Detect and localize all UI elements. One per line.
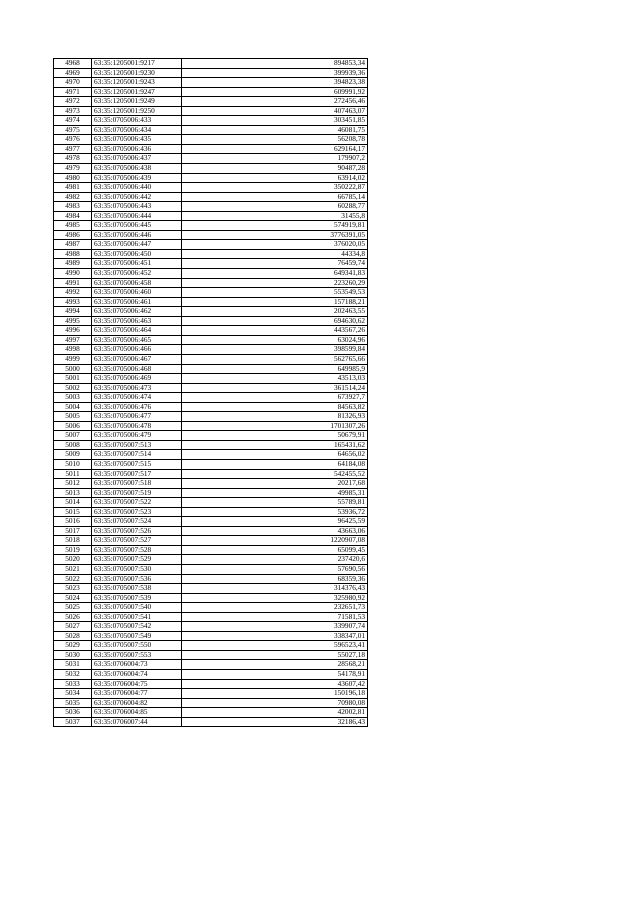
value-cell: 20217,68 [182,479,368,489]
table-row [54,536,368,546]
value-cell: 54178,91 [182,670,368,680]
value-cell: 338347,01 [182,631,368,641]
table-row [54,59,368,69]
row-number-cell: 4989 [54,259,92,269]
table-row [54,479,368,489]
value-cell: 1220907,08 [182,536,368,546]
value-cell: 50679,91 [182,431,368,441]
table-row [54,374,368,384]
table-row [54,698,368,708]
cadastral-number-cell: 63:35:0705007:528 [92,545,182,555]
cadastral-number-cell: 63:35:0705007:549 [92,631,182,641]
row-number-cell: 4970 [54,78,92,88]
table-row [54,584,368,594]
cadastral-number-cell: 63:35:0705007:513 [92,440,182,450]
row-number-cell: 5002 [54,383,92,393]
value-cell: 443567,26 [182,326,368,336]
row-number-cell: 4995 [54,316,92,326]
table-row [54,603,368,613]
value-cell: 179907,2 [182,154,368,164]
row-number-cell: 5006 [54,421,92,431]
value-cell: 649985,9 [182,364,368,374]
cadastral-number-cell: 63:35:0706004:85 [92,708,182,718]
row-number-cell: 5012 [54,479,92,489]
cadastral-number-cell: 63:35:0705006:464 [92,326,182,336]
row-number-cell: 4996 [54,326,92,336]
cadastral-number-cell: 63:35:0705007:515 [92,459,182,469]
table-row [54,507,368,517]
table-row [54,116,368,126]
row-number-cell: 4992 [54,288,92,298]
cadastral-number-cell: 63:35:0705007:536 [92,574,182,584]
cadastral-number-cell: 63:35:0706004:73 [92,660,182,670]
table-row [54,297,368,307]
table-body [54,59,368,727]
value-cell: 542455,52 [182,469,368,479]
value-cell: 63914,02 [182,173,368,183]
value-cell: 157188,21 [182,297,368,307]
row-number-cell: 5004 [54,402,92,412]
cadastral-number-cell: 63:35:0705006:452 [92,269,182,279]
row-number-cell: 5013 [54,488,92,498]
row-number-cell: 4988 [54,249,92,259]
table-row [54,612,368,622]
value-cell: 32186,43 [182,717,368,727]
table-row [54,660,368,670]
table-row [54,440,368,450]
table-row [54,383,368,393]
cadastral-number-cell: 63:35:0705006:479 [92,431,182,441]
value-cell: 150196,18 [182,689,368,699]
value-cell: 202463,55 [182,307,368,317]
cadastral-number-cell: 63:35:0705006:451 [92,259,182,269]
value-cell: 325980,92 [182,593,368,603]
value-cell: 407463,07 [182,106,368,116]
row-number-cell: 4976 [54,135,92,145]
table-row [54,412,368,422]
table-row [54,249,368,259]
row-number-cell: 4991 [54,278,92,288]
value-cell: 96425,59 [182,517,368,527]
cadastral-number-cell: 63:35:0705006:458 [92,278,182,288]
row-number-cell: 5011 [54,469,92,479]
row-number-cell: 5021 [54,564,92,574]
row-number-cell: 5017 [54,526,92,536]
cadastral-number-cell: 63:35:0705006:477 [92,412,182,422]
cadastral-number-cell: 63:35:0705006:467 [92,354,182,364]
value-cell: 46081,75 [182,125,368,135]
value-cell: 56208,78 [182,135,368,145]
cadastral-number-cell: 63:35:0705007:526 [92,526,182,536]
table-row [54,211,368,221]
cadastral-number-cell: 63:35:0705006:461 [92,297,182,307]
value-cell: 314376,43 [182,584,368,594]
row-number-cell: 4978 [54,154,92,164]
value-cell: 350222,87 [182,183,368,193]
value-cell: 673927,7 [182,393,368,403]
table-row [54,670,368,680]
value-cell: 68359,36 [182,574,368,584]
cadastral-number-cell: 63:35:0706004:82 [92,698,182,708]
cadastral-number-cell: 63:35:0705006:437 [92,154,182,164]
cadastral-number-cell: 63:35:0705007:524 [92,517,182,527]
value-cell: 55027,18 [182,650,368,660]
value-cell: 42002,81 [182,708,368,718]
cadastral-number-cell: 63:35:0705006:446 [92,230,182,240]
cadastral-number-cell: 63:35:0705006:434 [92,125,182,135]
cadastral-number-cell: 63:35:0705007:550 [92,641,182,651]
row-number-cell: 5010 [54,459,92,469]
row-number-cell: 4994 [54,307,92,317]
table-row [54,278,368,288]
row-number-cell: 4981 [54,183,92,193]
cadastral-number-cell: 63:35:0706007:44 [92,717,182,727]
row-number-cell: 4971 [54,87,92,97]
cadastral-number-cell: 63:35:0705006:463 [92,316,182,326]
cadastral-number-cell: 63:35:0705006:445 [92,221,182,231]
value-cell: 574919,81 [182,221,368,231]
table-row [54,288,368,298]
row-number-cell: 4968 [54,59,92,69]
table-row [54,498,368,508]
table-row [54,135,368,145]
value-cell: 596523,41 [182,641,368,651]
cadastral-number-cell: 63:35:0705006:447 [92,240,182,250]
table-row [54,564,368,574]
table-row [54,259,368,269]
table-row [54,593,368,603]
table-row [54,450,368,460]
row-number-cell: 4998 [54,345,92,355]
value-cell: 361514,24 [182,383,368,393]
table-row [54,488,368,498]
row-number-cell: 4977 [54,144,92,154]
cadastral-number-cell: 63:35:0705007:518 [92,479,182,489]
cadastral-number-cell: 63:35:0705006:433 [92,116,182,126]
value-cell: 562765,66 [182,354,368,364]
cadastral-number-cell: 63:35:0705006:469 [92,374,182,384]
row-number-cell: 5035 [54,698,92,708]
row-number-cell: 5025 [54,603,92,613]
cadastral-number-cell: 63:35:0706004:74 [92,670,182,680]
value-cell: 49985,31 [182,488,368,498]
table-row [54,240,368,250]
cadastral-number-cell: 63:35:0706004:77 [92,689,182,699]
cadastral-number-cell: 63:35:0705006:435 [92,135,182,145]
table-row [54,393,368,403]
cadastral-table [53,58,368,727]
row-number-cell: 5027 [54,622,92,632]
table-row [54,421,368,431]
row-number-cell: 4997 [54,335,92,345]
cadastral-number-cell: 63:35:0705007:530 [92,564,182,574]
table-row [54,183,368,193]
row-number-cell: 4980 [54,173,92,183]
value-cell: 55789,81 [182,498,368,508]
cadastral-number-cell: 63:35:1205001:9247 [92,87,182,97]
row-number-cell: 4974 [54,116,92,126]
table-row [54,68,368,78]
row-number-cell: 5009 [54,450,92,460]
cadastral-number-cell: 63:35:0705006:442 [92,192,182,202]
table-row [54,526,368,536]
row-number-cell: 5030 [54,650,92,660]
table-row [54,326,368,336]
cadastral-number-cell: 63:35:0705007:522 [92,498,182,508]
table-row [54,87,368,97]
row-number-cell: 5003 [54,393,92,403]
cadastral-number-cell: 63:35:0705006:440 [92,183,182,193]
table-row [54,545,368,555]
table-row [54,202,368,212]
cadastral-number-cell: 63:35:0705006:436 [92,144,182,154]
cadastral-number-cell: 63:35:1205001:9250 [92,106,182,116]
table-row [54,316,368,326]
cadastral-number-cell: 63:35:0705007:541 [92,612,182,622]
table-row [54,144,368,154]
cadastral-number-cell: 63:35:0705007:517 [92,469,182,479]
value-cell: 223260,29 [182,278,368,288]
value-cell: 376020,05 [182,240,368,250]
row-number-cell: 5028 [54,631,92,641]
value-cell: 3776391,05 [182,230,368,240]
table-row [54,679,368,689]
value-cell: 76459,74 [182,259,368,269]
row-number-cell: 4983 [54,202,92,212]
value-cell: 71581,53 [182,612,368,622]
cadastral-number-cell: 63:35:0705006:462 [92,307,182,317]
value-cell: 57690,56 [182,564,368,574]
value-cell: 894853,34 [182,59,368,69]
value-cell: 399939,36 [182,68,368,78]
table-row [54,354,368,364]
value-cell: 43607,42 [182,679,368,689]
value-cell: 44334,8 [182,249,368,259]
cadastral-number-cell: 63:35:0705006:438 [92,164,182,174]
cadastral-number-cell: 63:35:0705006:473 [92,383,182,393]
cadastral-number-cell: 63:35:0705006:465 [92,335,182,345]
table-row [54,469,368,479]
cadastral-number-cell: 63:35:0705007:539 [92,593,182,603]
cadastral-number-cell: 63:35:0705006:478 [92,421,182,431]
row-number-cell: 4982 [54,192,92,202]
value-cell: 394823,38 [182,78,368,88]
value-cell: 165431,62 [182,440,368,450]
cadastral-number-cell: 63:35:0705007:527 [92,536,182,546]
row-number-cell: 5005 [54,412,92,422]
table-row [54,97,368,107]
table-row [54,269,368,279]
table-row [54,230,368,240]
cadastral-number-cell: 63:35:1205001:9230 [92,68,182,78]
table-row [54,221,368,231]
table-row [54,574,368,584]
row-number-cell: 4972 [54,97,92,107]
table-row [54,164,368,174]
value-cell: 66785,14 [182,192,368,202]
value-cell: 649341,83 [182,269,368,279]
value-cell: 232651,73 [182,603,368,613]
row-number-cell: 4987 [54,240,92,250]
cadastral-number-cell: 63:35:0705007:519 [92,488,182,498]
table-row [54,689,368,699]
cadastral-number-cell: 63:35:0705007:529 [92,555,182,565]
value-cell: 339907,74 [182,622,368,632]
row-number-cell: 5001 [54,374,92,384]
row-number-cell: 5000 [54,364,92,374]
cadastral-number-cell: 63:35:0705007:553 [92,650,182,660]
table-row [54,78,368,88]
row-number-cell: 5022 [54,574,92,584]
row-number-cell: 5034 [54,689,92,699]
value-cell: 63024,96 [182,335,368,345]
table-row [54,459,368,469]
row-number-cell: 4984 [54,211,92,221]
table-row [54,631,368,641]
cadastral-number-cell: 63:35:1205001:9249 [92,97,182,107]
row-number-cell: 5015 [54,507,92,517]
table-row [54,650,368,660]
value-cell: 237420,6 [182,555,368,565]
table-row [54,717,368,727]
table-row [54,106,368,116]
row-number-cell: 4975 [54,125,92,135]
value-cell: 303451,85 [182,116,368,126]
value-cell: 60288,77 [182,202,368,212]
value-cell: 81326,93 [182,412,368,422]
row-number-cell: 5018 [54,536,92,546]
table-row [54,125,368,135]
row-number-cell: 5008 [54,440,92,450]
table-row [54,335,368,345]
row-number-cell: 5036 [54,708,92,718]
row-number-cell: 5024 [54,593,92,603]
cadastral-number-cell: 63:35:0705006:460 [92,288,182,298]
value-cell: 65099,45 [182,545,368,555]
value-cell: 70980,08 [182,698,368,708]
cadastral-number-cell: 63:35:0705006:468 [92,364,182,374]
table-row [54,192,368,202]
value-cell: 1701307,26 [182,421,368,431]
value-cell: 84563,82 [182,402,368,412]
cadastral-number-cell: 63:35:0705007:540 [92,603,182,613]
table-row [54,517,368,527]
table-row [54,345,368,355]
cadastral-number-cell: 63:35:0705006:444 [92,211,182,221]
row-number-cell: 5016 [54,517,92,527]
cadastral-number-cell: 63:35:0705006:474 [92,393,182,403]
table-row [54,364,368,374]
value-cell: 553549,53 [182,288,368,298]
row-number-cell: 5031 [54,660,92,670]
cadastral-number-cell: 63:35:0706004:75 [92,679,182,689]
value-cell: 43663,06 [182,526,368,536]
row-number-cell: 4990 [54,269,92,279]
row-number-cell: 5007 [54,431,92,441]
table-row [54,307,368,317]
row-number-cell: 4979 [54,164,92,174]
table-row [54,708,368,718]
value-cell: 398599,84 [182,345,368,355]
cadastral-number-cell: 63:35:0705007:514 [92,450,182,460]
table-row [54,154,368,164]
value-cell: 64184,08 [182,459,368,469]
row-number-cell: 5032 [54,670,92,680]
table-row [54,622,368,632]
cadastral-number-cell: 63:35:0705007:523 [92,507,182,517]
cadastral-number-cell: 63:35:1205001:9243 [92,78,182,88]
value-cell: 694630,62 [182,316,368,326]
value-cell: 43513,03 [182,374,368,384]
row-number-cell: 4993 [54,297,92,307]
cadastral-number-cell: 63:35:0705006:466 [92,345,182,355]
value-cell: 28568,21 [182,660,368,670]
row-number-cell: 5033 [54,679,92,689]
row-number-cell: 4985 [54,221,92,231]
row-number-cell: 5037 [54,717,92,727]
row-number-cell: 5014 [54,498,92,508]
row-number-cell: 5023 [54,584,92,594]
cadastral-number-cell: 63:35:0705006:450 [92,249,182,259]
table-row [54,402,368,412]
table-row [54,641,368,651]
row-number-cell: 4986 [54,230,92,240]
value-cell: 53936,72 [182,507,368,517]
cadastral-number-cell: 63:35:0705007:538 [92,584,182,594]
table-row [54,173,368,183]
table-row [54,555,368,565]
value-cell: 90487,28 [182,164,368,174]
value-cell: 629164,17 [182,144,368,154]
cadastral-number-cell: 63:35:0705007:542 [92,622,182,632]
row-number-cell: 5019 [54,545,92,555]
value-cell: 272456,46 [182,97,368,107]
cadastral-number-cell: 63:35:1205001:9217 [92,59,182,69]
row-number-cell: 4999 [54,354,92,364]
row-number-cell: 5026 [54,612,92,622]
table-row [54,431,368,441]
value-cell: 609991,92 [182,87,368,97]
cadastral-number-cell: 63:35:0705006:476 [92,402,182,412]
value-cell: 31455,8 [182,211,368,221]
row-number-cell: 4969 [54,68,92,78]
cadastral-number-cell: 63:35:0705006:439 [92,173,182,183]
row-number-cell: 5020 [54,555,92,565]
value-cell: 64656,02 [182,450,368,460]
cadastral-number-cell: 63:35:0705006:443 [92,202,182,212]
row-number-cell: 5029 [54,641,92,651]
row-number-cell: 4973 [54,106,92,116]
